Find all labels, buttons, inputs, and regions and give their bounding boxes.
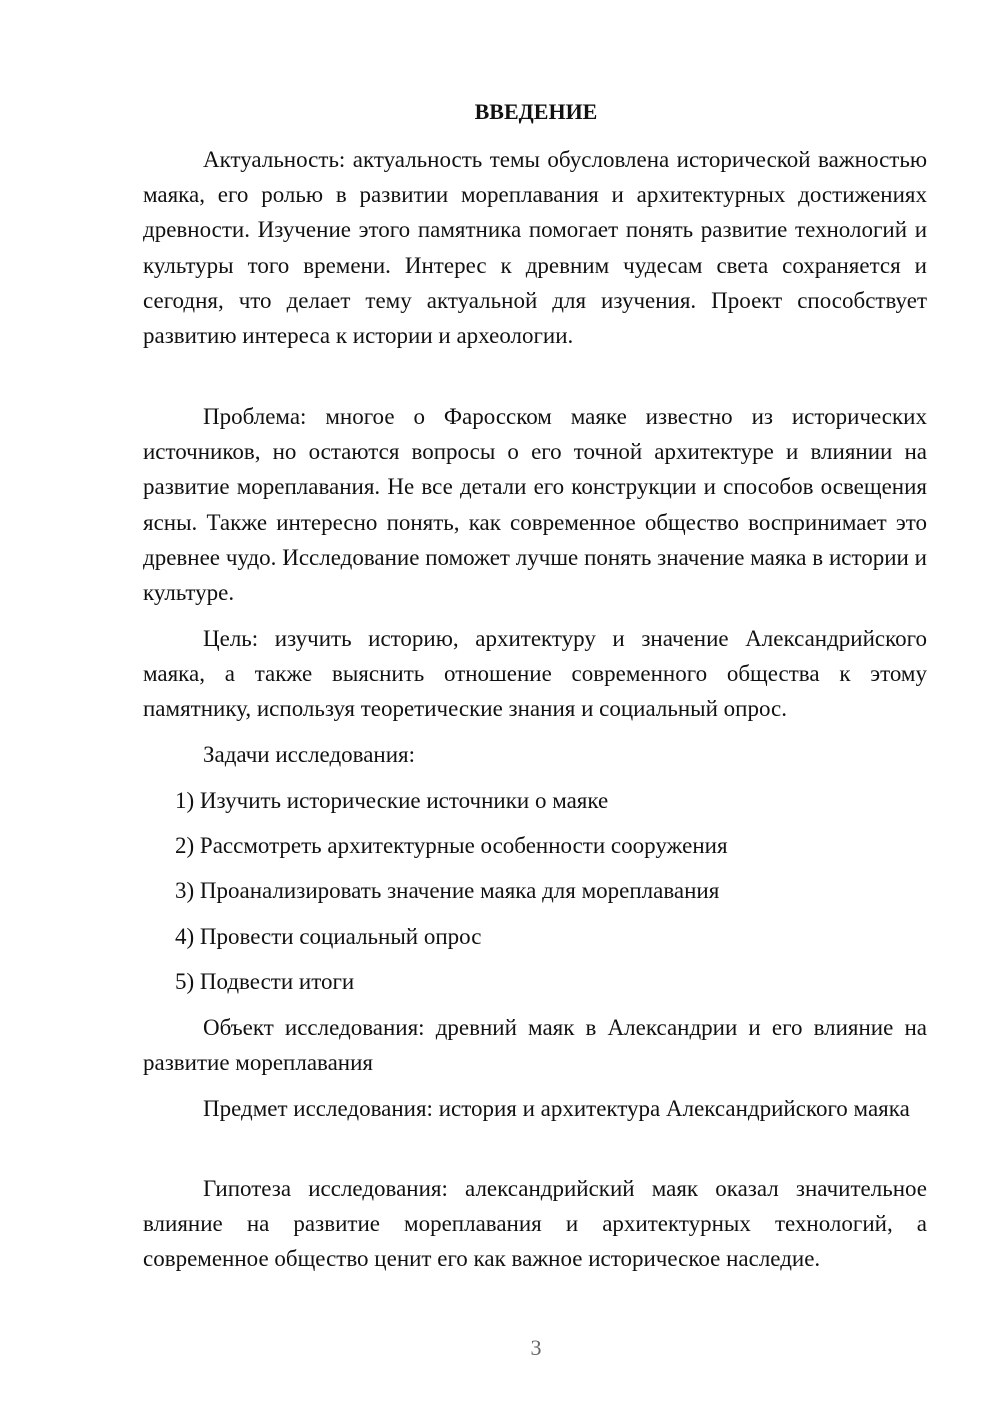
paragraph-object: Объект исследования: древний маяк в Александрии и его влияние на развитие мореплавания <box>143 1015 927 1076</box>
paragraph-subject: Предмет исследования: история и архитектура Александрийского маяка <box>203 1096 910 1121</box>
page-title: ВВЕДЕНИЕ <box>474 99 598 124</box>
tasks-heading: Задачи исследования: <box>203 742 416 767</box>
task-item-5: 5) Подвести итоги <box>175 969 355 994</box>
paragraph-goal: Цель: изучить историю, архитектуру и значение Александрийского маяка, а также выяснить отношение современного общества к этому памятнику, используя теоретические знания и социальный опрос. <box>143 626 927 722</box>
task-item-4: 4) Провести социальный опрос <box>175 924 482 949</box>
paragraph-hypothesis: Гипотеза исследования: александрийский маяк оказал значительное влияние на развитие мореплавания и архитектурных технологий, а современное общество ценит его как важное историческое наследие. <box>143 1176 927 1272</box>
task-item-1: 1) Изучить исторические источники о маяке <box>175 788 609 813</box>
task-item-3: 3) Проанализировать значение маяка для мореплавания <box>175 878 720 903</box>
task-item-2: 2) Рассмотреть архитектурные особенности сооружения <box>175 833 728 858</box>
paragraph-relevance: Актуальность: актуальность темы обусловлена исторической важностью маяка, его ролью в развитии мореплавания и архитектурных достижениях древности. Изучение этого памятника помогает понять развитие технологий и культуры того времени. Интерес к древним чудесам света сохраняется и сегодня, что делает тему актуальной для изучения. Проект способствует развитию интереса к истории и археологии. <box>143 147 927 349</box>
page-number: 3 <box>530 1335 542 1360</box>
paragraph-problem: Проблема: многое о Фаросском маяке известно из исторических источников, но остаются вопросы о его точной архитектуре и влиянии на развитие мореплавания. Не все детали его конструкции и способов освещения ясны. Также интересно понять, как современное общество воспринимает это древнее чудо. Исследование поможет лучше понять значение маяка в истории и культуре. <box>143 404 927 606</box>
